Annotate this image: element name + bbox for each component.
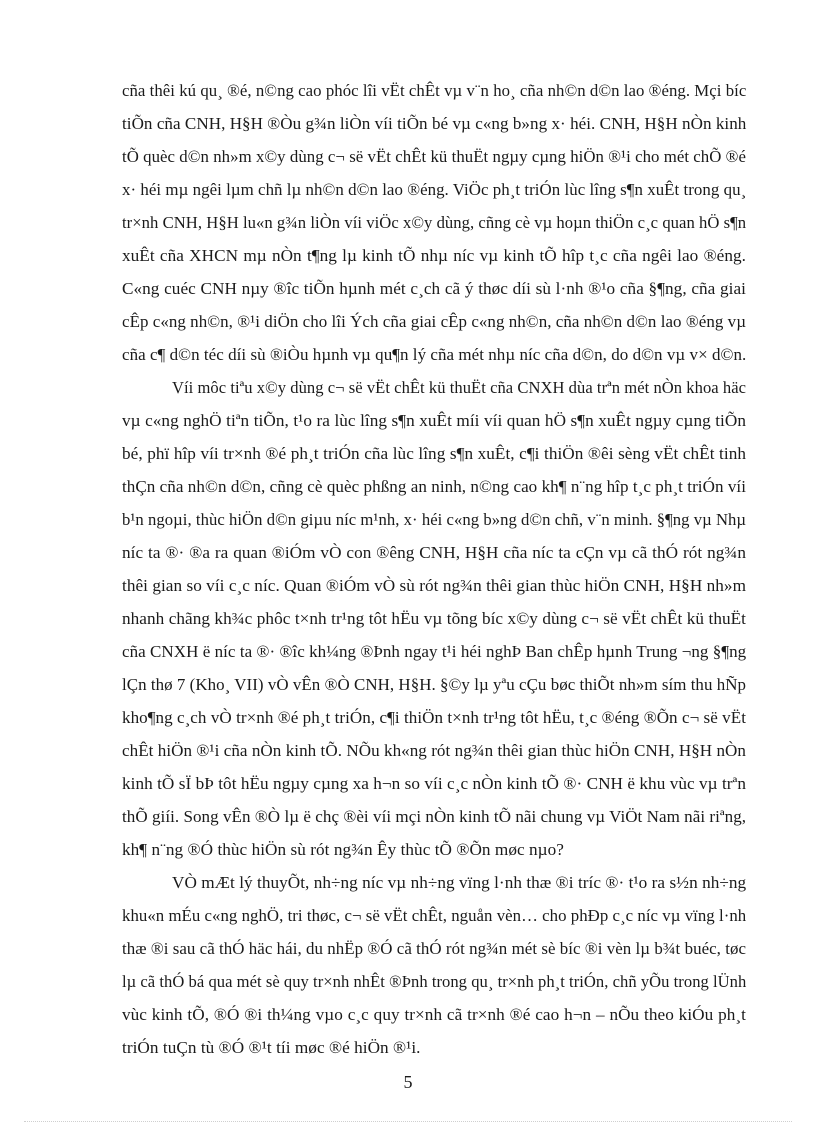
body-text-line: thÇn cña nh©n d©n, cñng cè quèc phßng an ninh, n©ng cao kh¶ n¨ng hîp t¸c ph¸t triÓn víi (122, 477, 746, 496)
body-text-line: C«ng cuéc CNH nµy ®îc tiÕn hµnh mét c¸ch cã ý thøc díi sù l·nh ®¹o cña §¶ng, cña giai (122, 279, 746, 298)
page-number: 5 (403, 1072, 413, 1092)
body-text-line: kh¶ n¨ng ®Ó thùc hiÖn sù rót ng¾n Êy thùc tÕ ®Õn møc nµo? (122, 840, 564, 859)
body-text-line: x· héi mµ ngêi lµm chñ lµ nh©n d©n lao ®éng. ViÖc ph¸t triÓn lùc lîng s¶n xuÊt trong qu¸ (122, 180, 747, 199)
body-text-line: vùc kinh tÕ, ®Ó ®i th¼ng vµo c¸c quy tr×nh cã tr×nh ®é cao h¬n – nÕu theo kiÓu ph¸t (122, 1005, 746, 1024)
body-text-line: cÊp c«ng nh©n, ®¹i diÖn cho lîi Ých cña giai cÊp c«ng nh©n, cña nh©n d©n lao ®éng vµ (122, 312, 746, 331)
body-text-line: cña CNXH ë níc ta ®· ®îc kh¼ng ®Þnh ngay t¹i héi nghÞ Ban chÊp hµnh Trung ¬ng §¶ng (122, 642, 747, 661)
body-text-line: nhanh chãng kh¾c phôc t×nh tr¹ng tôt hËu vµ tõng bíc x©y dùng c¬ së vËt chÊt kü thuËt (122, 609, 746, 628)
body-text-line: lÇn thø 7 (Kho¸ VII) vÒ vÊn ®Ò CNH, H§H. §©y lµ yªu cÇu bøc thiÕt nh»m sím thu hÑp (122, 675, 746, 694)
page-bottom-border (24, 1121, 792, 1122)
body-text-line: bé, phï hîp víi tr×nh ®é ph¸t triÓn cña lùc lîng s¶n xuÊt, c¶i thiÖn ®êi sèng vËt chÊt tinh (122, 444, 746, 463)
body-text-line: tiÕn cña CNH, H§H ®Òu g¾n liÒn víi tiÕn bé vµ c«ng b»ng x· héi. CNH, H§H nÒn kinh (122, 114, 747, 133)
body-text-line: kinh tÕ sÏ bÞ tôt hËu ngµy cµng xa h¬n so víi c¸c nÒn kinh tÕ ®· CNH ë khu vùc vµ trªn (122, 774, 746, 793)
body-text-line: níc ta ®· ®a ra quan ®iÓm vÒ con ®êng CNH, H§H cña níc ta cÇn vµ cã thÓ rót ng¾n (122, 543, 746, 562)
body-text-line: cña c¶ d©n téc díi sù ®iÒu hµnh vµ qu¶n lý cña mét nhµ níc cña d©n, do d©n vµ v× d©n. (122, 345, 747, 364)
body-text-line: thÕ giíi. Song vÊn ®Ò lµ ë chç ®èi víi mçi nÒn kinh tÕ nãi chung vµ ViÖt Nam nãi riªng, (122, 807, 747, 826)
body-text-line: triÓn tuÇn tù ®Ó ®¹t tíi møc ®é hiÖn ®¹i. (122, 1038, 421, 1057)
body-text-line: b¹n ngoµi, thùc hiÖn d©n giµu níc m¹nh, x· héi c«ng b»ng d©n chñ, v¨n minh. §¶ng vµ Nhµ (122, 510, 747, 529)
body-text-line: khu«n mÉu c«ng nghÖ, tri thøc, c¬ së vËt chÊt, nguån vèn… cho phÐp c¸c níc vµ vïng l·nh (122, 906, 747, 925)
body-text-line: kho¶ng c¸ch vÒ tr×nh ®é ph¸t triÓn, c¶i thiÖn t×nh tr¹ng tôt hËu, t¸c ®éng ®Õn c¬ së vËt (122, 708, 746, 727)
body-text-line: cña thêi kú qu¸ ®é, n©ng cao phóc lîi vËt chÊt vµ v¨n ho¸ cña nh©n d©n lao ®éng. Mçi bíc (122, 81, 747, 100)
body-text-line: lµ cã thÓ bá qua mét sè quy tr×nh nhÊt ®Þnh trong qu¸ tr×nh ph¸t triÓn, chñ yÕu trong lÜnh (122, 972, 747, 991)
body-text-line: vµ c«ng nghÖ tiªn tiÕn, t¹o ra lùc lîng s¶n xuÊt míi víi quan hÖ s¶n xuÊt ngµy cµng tiÕn (122, 411, 746, 430)
body-text-line: tr×nh CNH, H§H lu«n g¾n liÒn víi viÖc x©y dùng, cñng cè vµ hoµn thiÖn c¸c quan hÖ s¶n (122, 213, 747, 232)
body-text-line: xuÊt cña XHCN mµ nÒn t¶ng lµ kinh tÕ nhµ níc vµ kinh tÕ hîp t¸c cña ngêi lao ®éng. (122, 246, 746, 265)
paragraph-first-line: VÒ mÆt lý thuyÕt, nh÷ng níc vµ nh÷ng vïng l·nh thæ ®i tríc ®· t¹o ra s½n nh÷ng (172, 873, 747, 892)
body-text-line: tÕ quèc d©n nh»m x©y dùng c¬ së vËt chÊt kü thuËt ngµy cµng hiÖn ®¹i cho mét chÕ ®é (122, 147, 746, 166)
paragraph-first-line: Víi môc tiªu x©y dùng c¬ së vËt chÊt kü thuËt cña CNXH dùa trªn mét nÒn khoa häc (172, 378, 746, 397)
body-text-line: chÊt hiÖn ®¹i cña nÒn kinh tÕ. NÕu kh«ng rót ng¾n thêi gian thùc hiÖn CNH, H§H nÒn (122, 741, 746, 760)
body-text-line: thêi gian so víi c¸c níc. Quan ®iÓm vÒ sù rót ng¾n thêi gian thùc hiÖn CNH, H§H nh»m (122, 576, 746, 595)
body-text-line: thæ ®i sau cã thÓ häc hái, du nhËp ®Ó cã thÓ rót ng¾n mét sè bíc ®i vèn lµ b¾t buéc, tøc (122, 939, 746, 958)
